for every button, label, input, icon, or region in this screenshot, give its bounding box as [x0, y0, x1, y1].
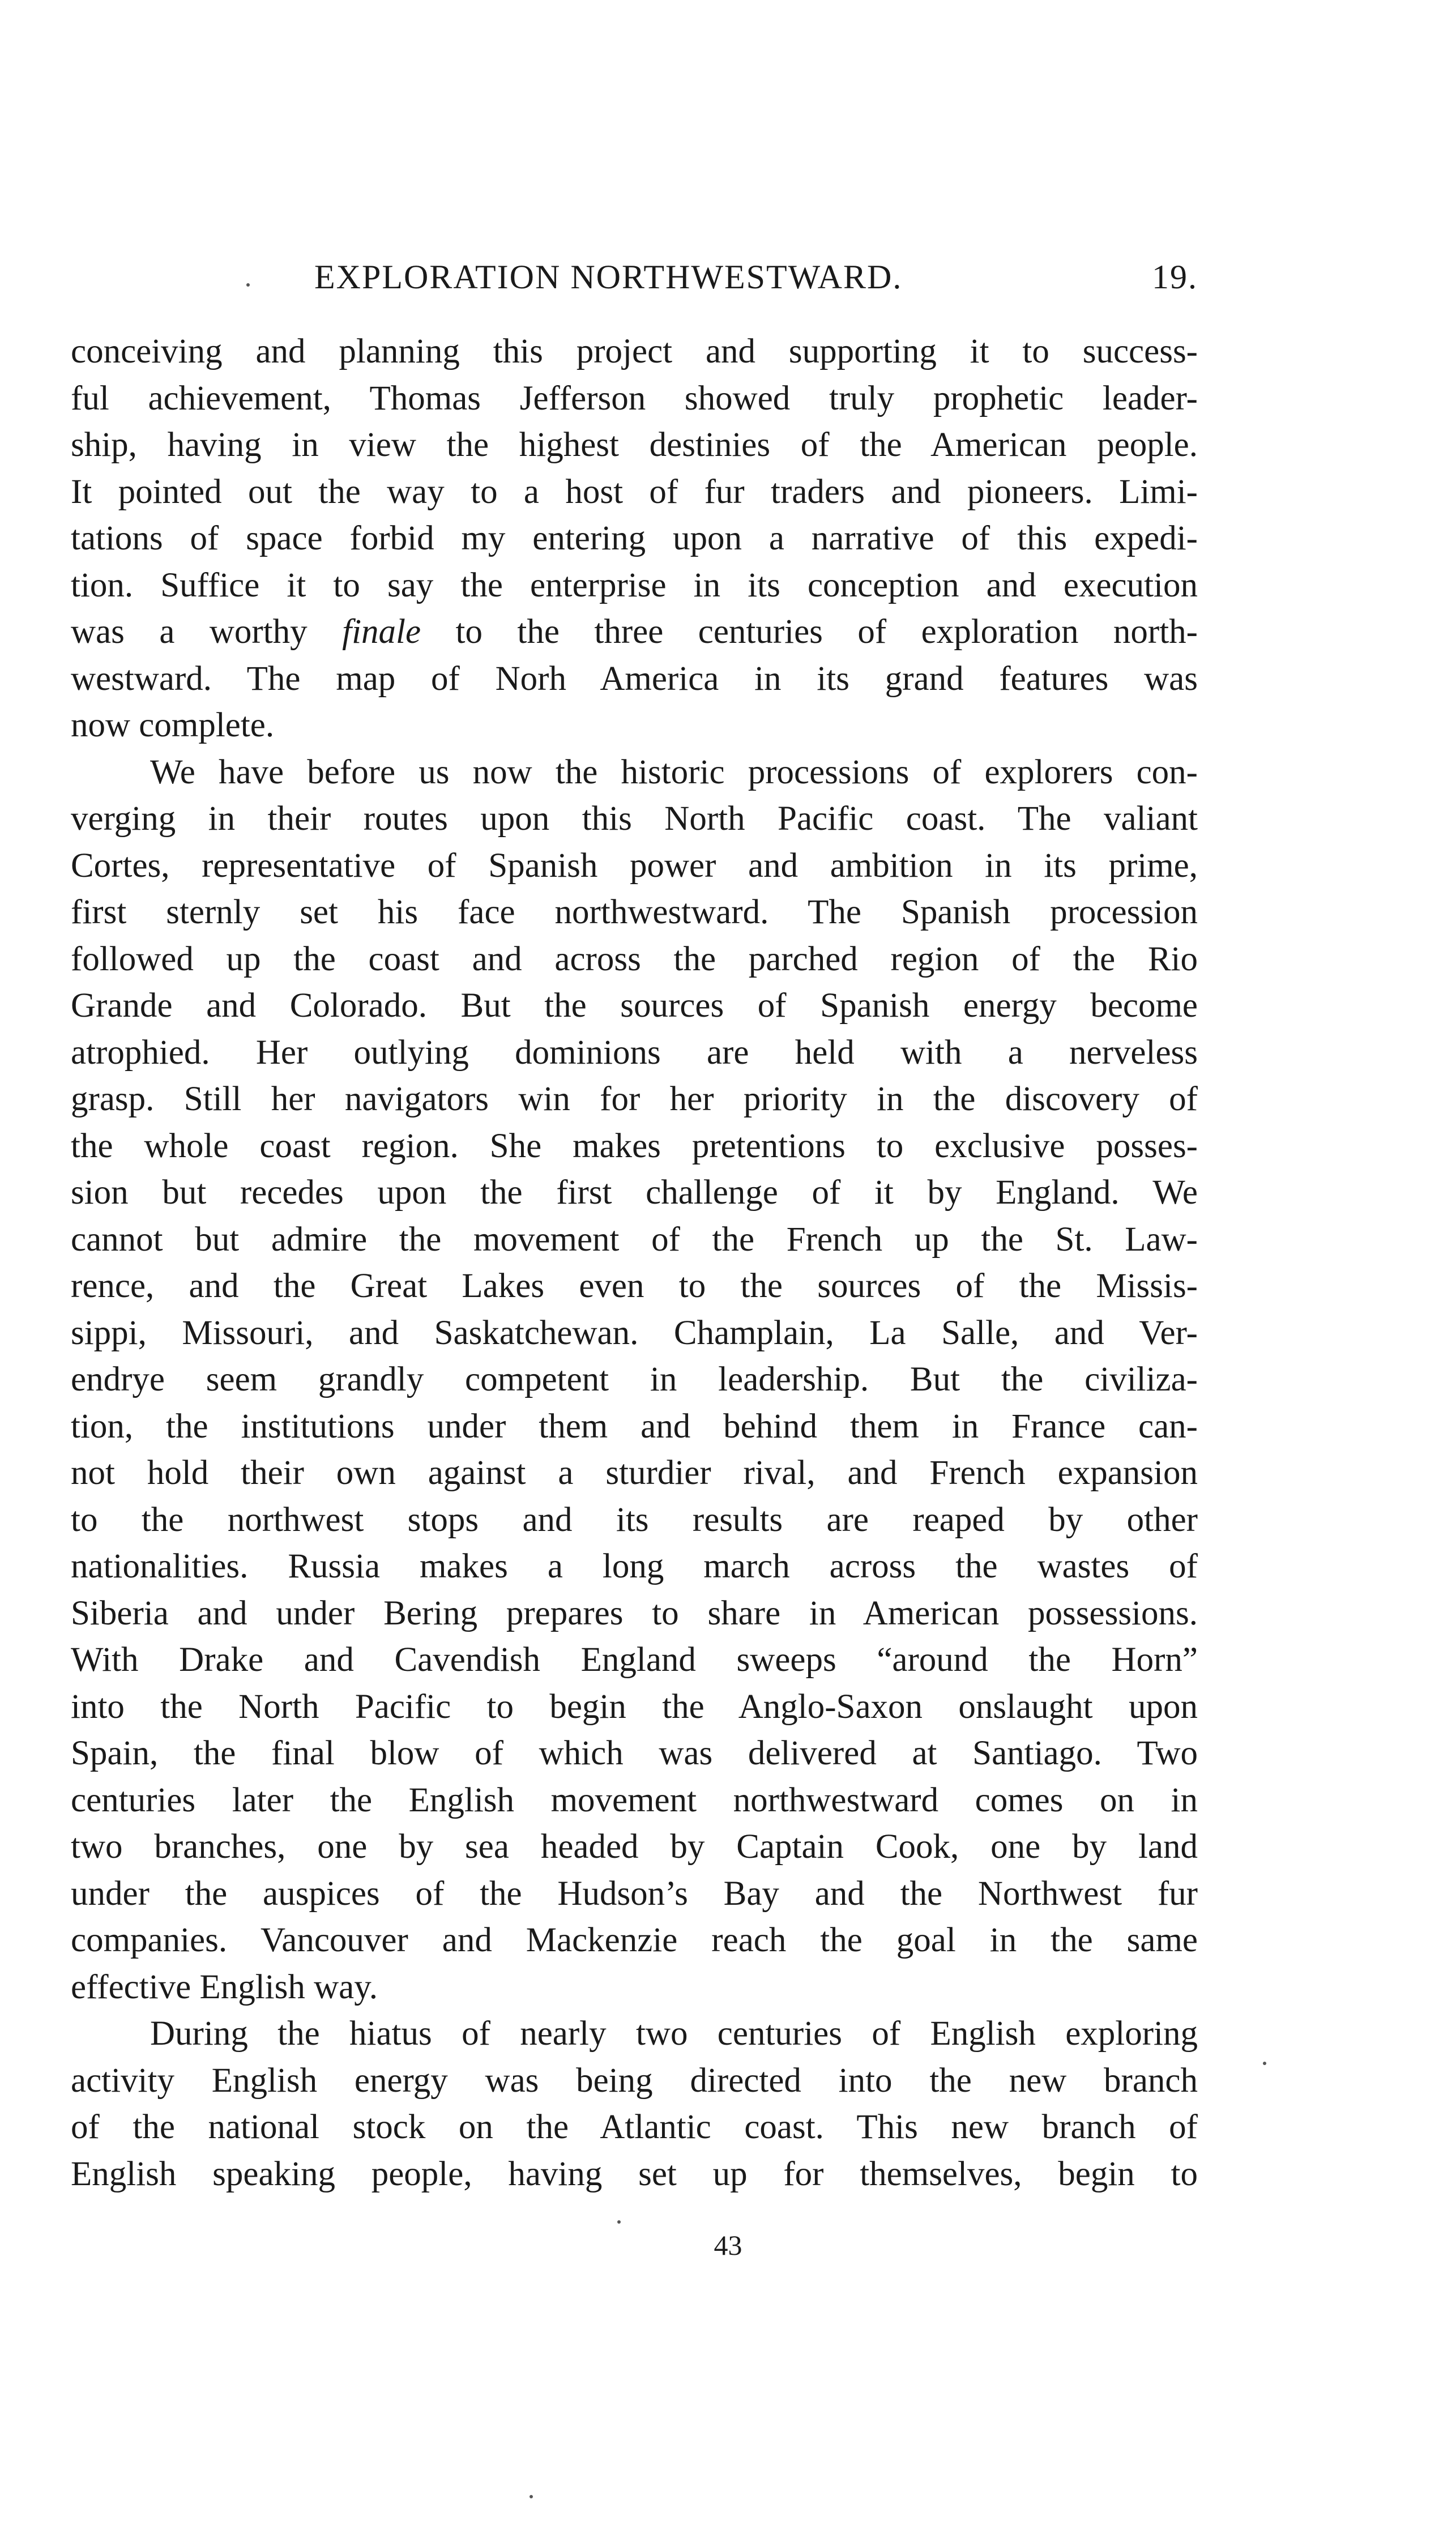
text-line: followed up the coast and across the parched region of the Rio [71, 940, 1198, 978]
text-line: Grande and Colorado. But the sources of Spanish energy become [71, 987, 1198, 1025]
page-number: 19. [1152, 258, 1198, 296]
running-head [71, 258, 1198, 303]
text-line: two branches, one by sea headed by Captain Cook, one by land [71, 1828, 1198, 1866]
scan-speck [530, 2495, 533, 2498]
running-title: EXPLORATION NORTHWESTWARD. [314, 258, 903, 296]
text-line: Cortes, representative of Spanish power and ambition in its prime, [71, 846, 1198, 885]
text-line: into the North Pacific to begin the Anglo-Saxon onslaught upon [71, 1687, 1198, 1726]
scan-speck [1263, 2062, 1266, 2065]
text-line: rence, and the Great Lakes even to the sources of the Missis- [71, 1267, 1198, 1305]
text-line: companies. Vancouver and Mackenzie reach the goal in the same [71, 1921, 1198, 1959]
text-line: Siberia and under Bering prepares to share in American possessions. [71, 1594, 1198, 1632]
text-line: not hold their own against a sturdier rival, and French expansion [71, 1454, 1198, 1492]
text-line: nationalities. Russia makes a long march across the wastes of [71, 1547, 1198, 1585]
text-line: sion but recedes upon the first challenge of it by England. We [71, 1174, 1198, 1212]
text-line: first sternly set his face northwestward. The Spanish procession [71, 893, 1198, 931]
text-line: under the auspices of the Hudson’s Bay and the Northwest fur [71, 1874, 1198, 1913]
sheet-number: 43 [714, 2229, 742, 2261]
text-line: verging in their routes upon this North Pacific coast. The valiant [71, 800, 1198, 838]
text-line: Spain, the final blow of which was delivered at Santiago. Two [71, 1734, 1198, 1772]
text-line: the whole coast region. She makes pretentions to exclusive posses- [71, 1127, 1198, 1165]
text-line: effective English way. [71, 1968, 378, 2006]
text-line: westward. The map of Norh America in its grand features was [71, 659, 1198, 698]
text-line: We have before us now the historic processions of explorers con- [150, 753, 1198, 791]
text-line: tion. Suffice it to say the enterprise in its conception and execution [71, 566, 1198, 604]
text-segment: to the three centuries of exploration north- [421, 613, 1198, 651]
text-line: During the hiatus of nearly two centuries of English exploring [150, 2015, 1198, 2053]
text-line: conceiving and planning this project and supporting it to success- [71, 332, 1198, 370]
text-line: endrye seem grandly competent in leadership. But the civiliza- [71, 1360, 1198, 1398]
text-line: centuries later the English movement northwestward comes on in [71, 1781, 1198, 1819]
text-line: tion, the institutions under them and behind them in France can- [71, 1407, 1198, 1445]
scan-speck [246, 283, 250, 287]
text-line: activity English energy was being directed into the new branch [71, 2061, 1198, 2100]
text-line: It pointed out the way to a host of fur traders and pioneers. Limi- [71, 472, 1198, 511]
text-line: ship, having in view the highest destinies of the American people. [71, 426, 1198, 464]
text-line: English speaking people, having set up for themselves, begin to [71, 2155, 1198, 2193]
text-line: atrophied. Her outlying dominions are held with a nerveless [71, 1033, 1198, 1072]
scan-speck [617, 2220, 621, 2224]
text-line: of the national stock on the Atlantic coast. This new branch of [71, 2108, 1198, 2146]
text-line: now complete. [71, 706, 275, 744]
text-line: cannot but admire the movement of the French up the St. Law- [71, 1220, 1198, 1259]
text-line [71, 609, 1198, 656]
text-line: ful achievement, Thomas Jefferson showed truly prophetic leader- [71, 379, 1198, 417]
text-line: sippi, Missouri, and Saskatchewan. Champlain, La Salle, and Ver- [71, 1313, 1198, 1352]
body-text [71, 329, 1198, 2198]
text-segment: was a worthy [71, 613, 343, 651]
text-line: With Drake and Cavendish England sweeps “around the Horn” [71, 1641, 1198, 1679]
text-line: grasp. Still her navigators win for her priority in the discovery of [71, 1080, 1198, 1118]
text-line: tations of space forbid my entering upon a narrative of this expedi- [71, 519, 1198, 557]
italic-word: finale [342, 613, 421, 651]
text-line: to the northwest stops and its results are reaped by other [71, 1500, 1198, 1539]
